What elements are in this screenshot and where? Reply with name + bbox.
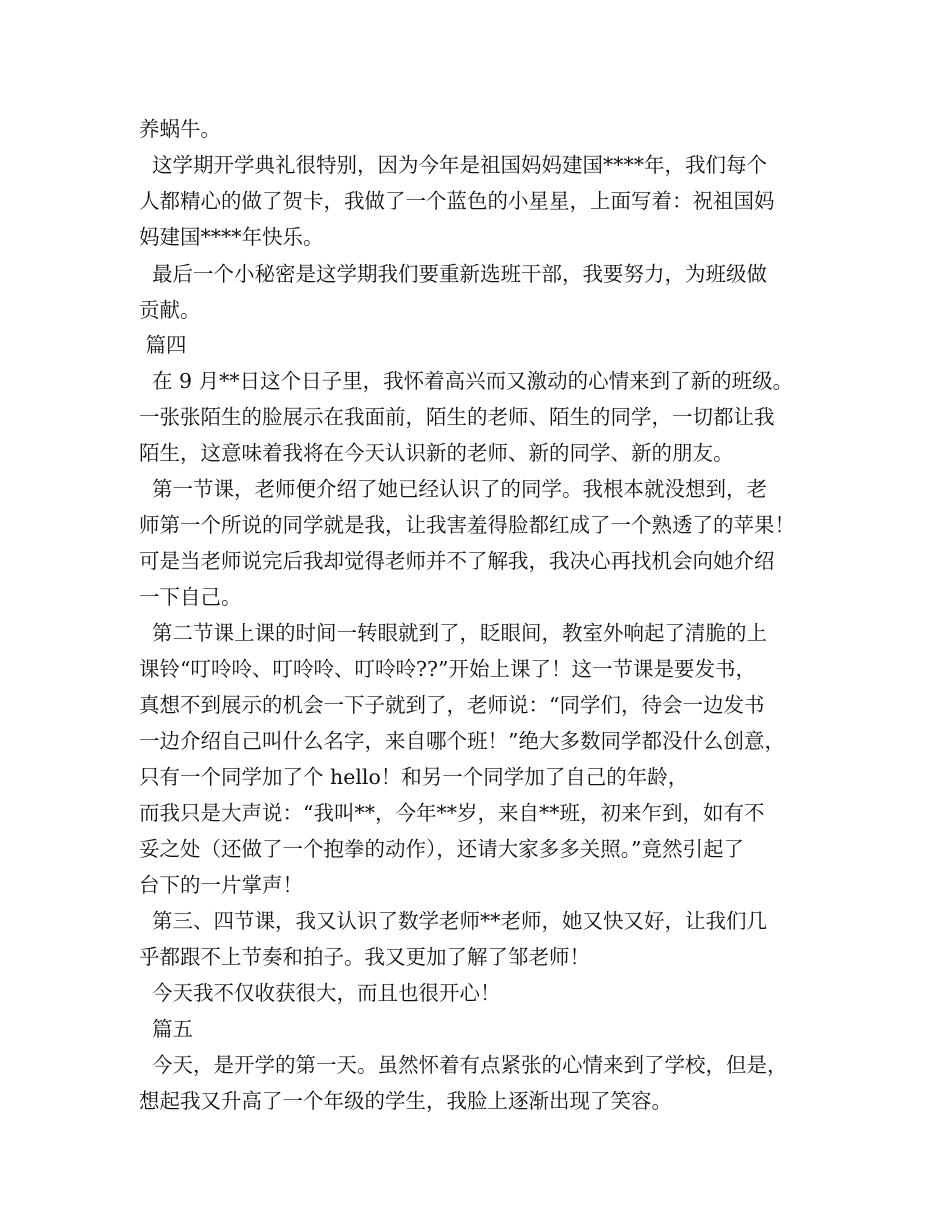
text-line: 贡献。 [139, 298, 201, 322]
text-line: 第一节课，老师便介绍了她已经认识了的同学。我根本就没想到，老 [139, 477, 768, 501]
text-line: 人都精心的做了贺卡，我做了一个蓝色的小星星，上面写着：祝祖国妈 [139, 189, 775, 213]
text-line: 真想不到展示的机会一下子就到了，老师说：“同学们，待会一边发书 [139, 693, 765, 717]
text-line: 妥之处（还做了一个抱拳的动作），还请大家多多关照。”竟然引起了 [139, 837, 744, 861]
section-heading: 篇五 [139, 1017, 194, 1041]
text-line: 第三、四节课，我又认识了数学老师**老师，她又快又好，让我们几 [139, 909, 768, 933]
text-line: 陌生，这意味着我将在今天认识新的老师、新的同学、新的朋友。 [139, 441, 734, 465]
text-line: 今天我不仅收获很大，而且也很开心！ [139, 981, 501, 1005]
text-line: 师第一个所说的同学就是我，让我害羞得脸都红成了一个熟透了的苹果！ [139, 513, 795, 537]
text-line: 课铃“叮呤呤、叮呤呤、叮呤呤??”开始上课了！这一节课是要发书， [139, 657, 756, 681]
text-line: 而我只是大声说：“我叫**，今年**岁，来自**班，初来乍到，如有不 [139, 801, 765, 825]
text-line: 这学期开学典礼很特别，因为今年是祖国妈妈建国****年，我们每个 [139, 153, 768, 177]
text-line: 妈建国****年快乐。 [139, 225, 324, 249]
text-line: 想起我又升高了一个年级的学生，我脸上逐渐出现了笑容。 [139, 1089, 672, 1113]
text-line: 在 9 月**日这个日子里，我怀着高兴而又激动的心情来到了新的班级。 [139, 369, 794, 393]
text-line: 乎都跟不上节奏和拍子。我又更加了解了邹老师！ [139, 945, 590, 969]
section-heading: 篇四 [139, 333, 187, 357]
text-line: 养蜗牛。 [139, 117, 221, 141]
text-line: 一张张陌生的脸展示在我面前，陌生的老师、陌生的同学，一切都让我 [139, 405, 775, 429]
text-line: 一下自己。 [139, 585, 242, 609]
text-line: 只有一个同学加了个 hello！和另一个同学加了自己的年龄， [139, 765, 689, 789]
text-line: 台下的一片掌声！ [139, 873, 303, 897]
text-line: 今天，是开学的第一天。虽然怀着有点紧张的心情来到了学校，但是， [139, 1053, 788, 1077]
text-line: 一边介绍自己叫什么名字，来自哪个班！”绝大多数同学都没什么创意， [139, 729, 785, 753]
text-line: 第二节课上课的时间一转眼就到了，眨眼间，教室外响起了清脆的上 [139, 621, 768, 645]
text-line: 最后一个小秘密是这学期我们要重新选班干部，我要努力，为班级做 [139, 262, 768, 286]
text-line: 可是当老师说完后我却觉得老师并不了解我，我决心再找机会向她介绍 [139, 549, 775, 573]
